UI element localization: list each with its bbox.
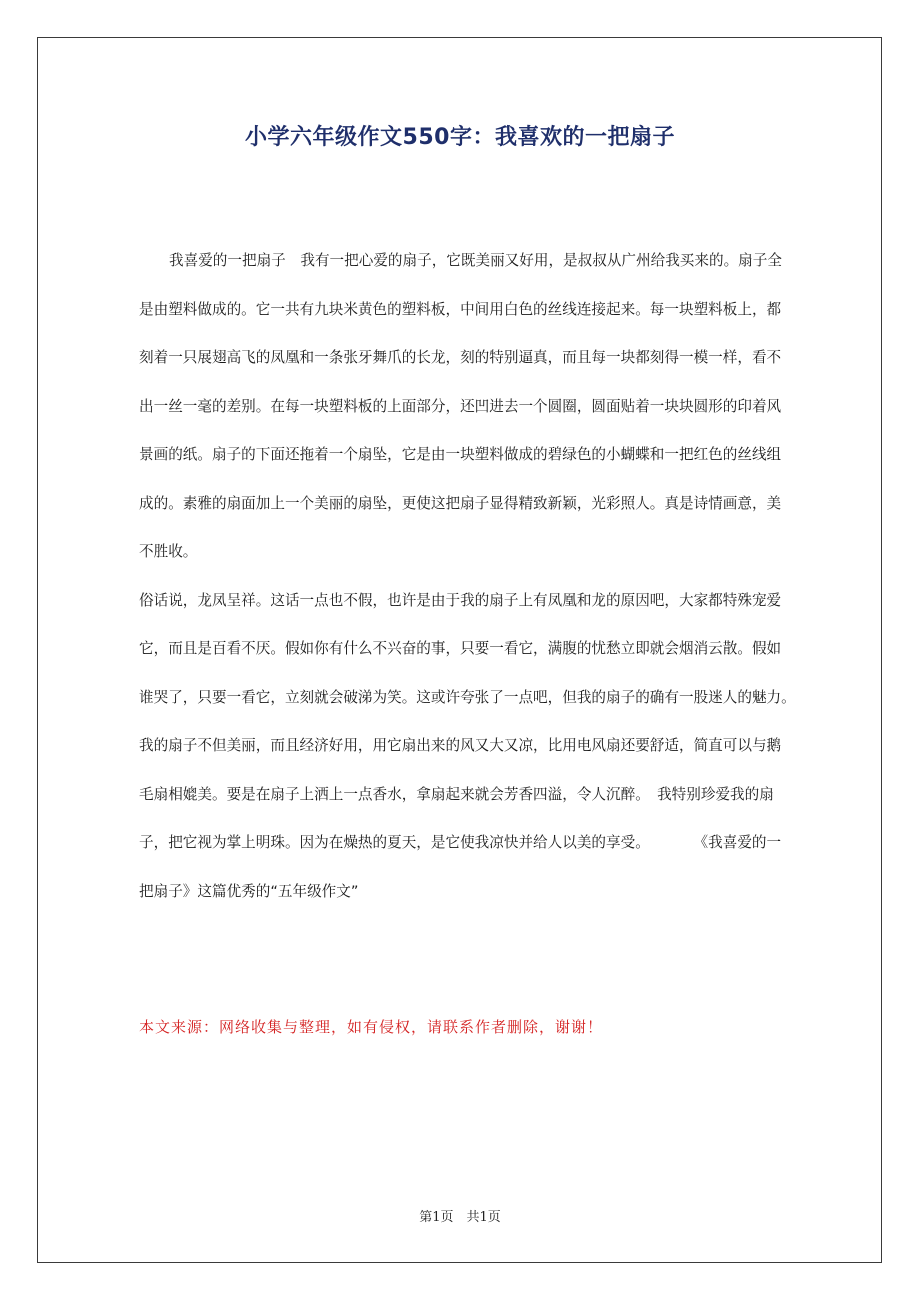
page-footer: 第1页 共1页 — [419, 1210, 501, 1225]
source-note: 本文来源：网络收集与整理，如有侵权，请联系作者删除，谢谢！ — [139, 1018, 604, 1036]
paragraph-2: 俗话说，龙凤呈祥。这话一点也不假，也许是由于我的扇子上有凤凰和龙的原因吧，大家都特殊宠爱它，而且是百看不厌。假如你有什么不兴奋的事，只要一看它，满腹的忧愁立即就会烟消云散。假如谁哭了，只要一看它，立刻就会破涕为笑。这或许夸张了一点吧，但我的扇子的确有一股迷人的魅力。 我的扇子不但美丽，而且经济好用，用它扇出来的风又大又凉，比用电风扇还要舒适，简直可以与鹅毛扇相媲美。要是在扇子上洒上一点香水，拿扇起来就会芳香四溢，令人沉醉。 我特别珍爱我的扇子，把它视为掌上明珠。因为在燥热的夏天，是它使我凉快并给人以美的享受。 《我喜爱的一把扇子》这篇优秀的“五年级作文” — [139, 591, 804, 900]
document-title: 小学六年级作文550字：我喜欢的一把扇子 — [245, 125, 675, 150]
paragraph-1: 我喜爱的一把扇子 我有一把心爱的扇子，它既美丽又好用，是叔叔从广州给我买来的。扇子全是由塑料做成的。它一共有九块米黄色的塑料板，中间用白色的丝线连接起来。每一块塑料板上，都刻着一只展翅高飞的凤凰和一条张牙舞爪的长龙，刻的特别逼真，而且每一块都刻得一模一样，看不出一丝一毫的差别。在每一块塑料板的上面部分，还凹进去一个圆圈，圆面贴着一块块圆形的印着风景画的纸。扇子的下面还拖着一个扇坠，它是由一块塑料做成的碧绿色的小蝴蝶和一把红色的丝线组成的。素雅的扇面加上一个美丽的扇坠，更使这把扇子显得精致新颖，光彩照人。真是诗情画意，美不胜收。 — [139, 252, 782, 560]
document-body — [139, 237, 804, 916]
